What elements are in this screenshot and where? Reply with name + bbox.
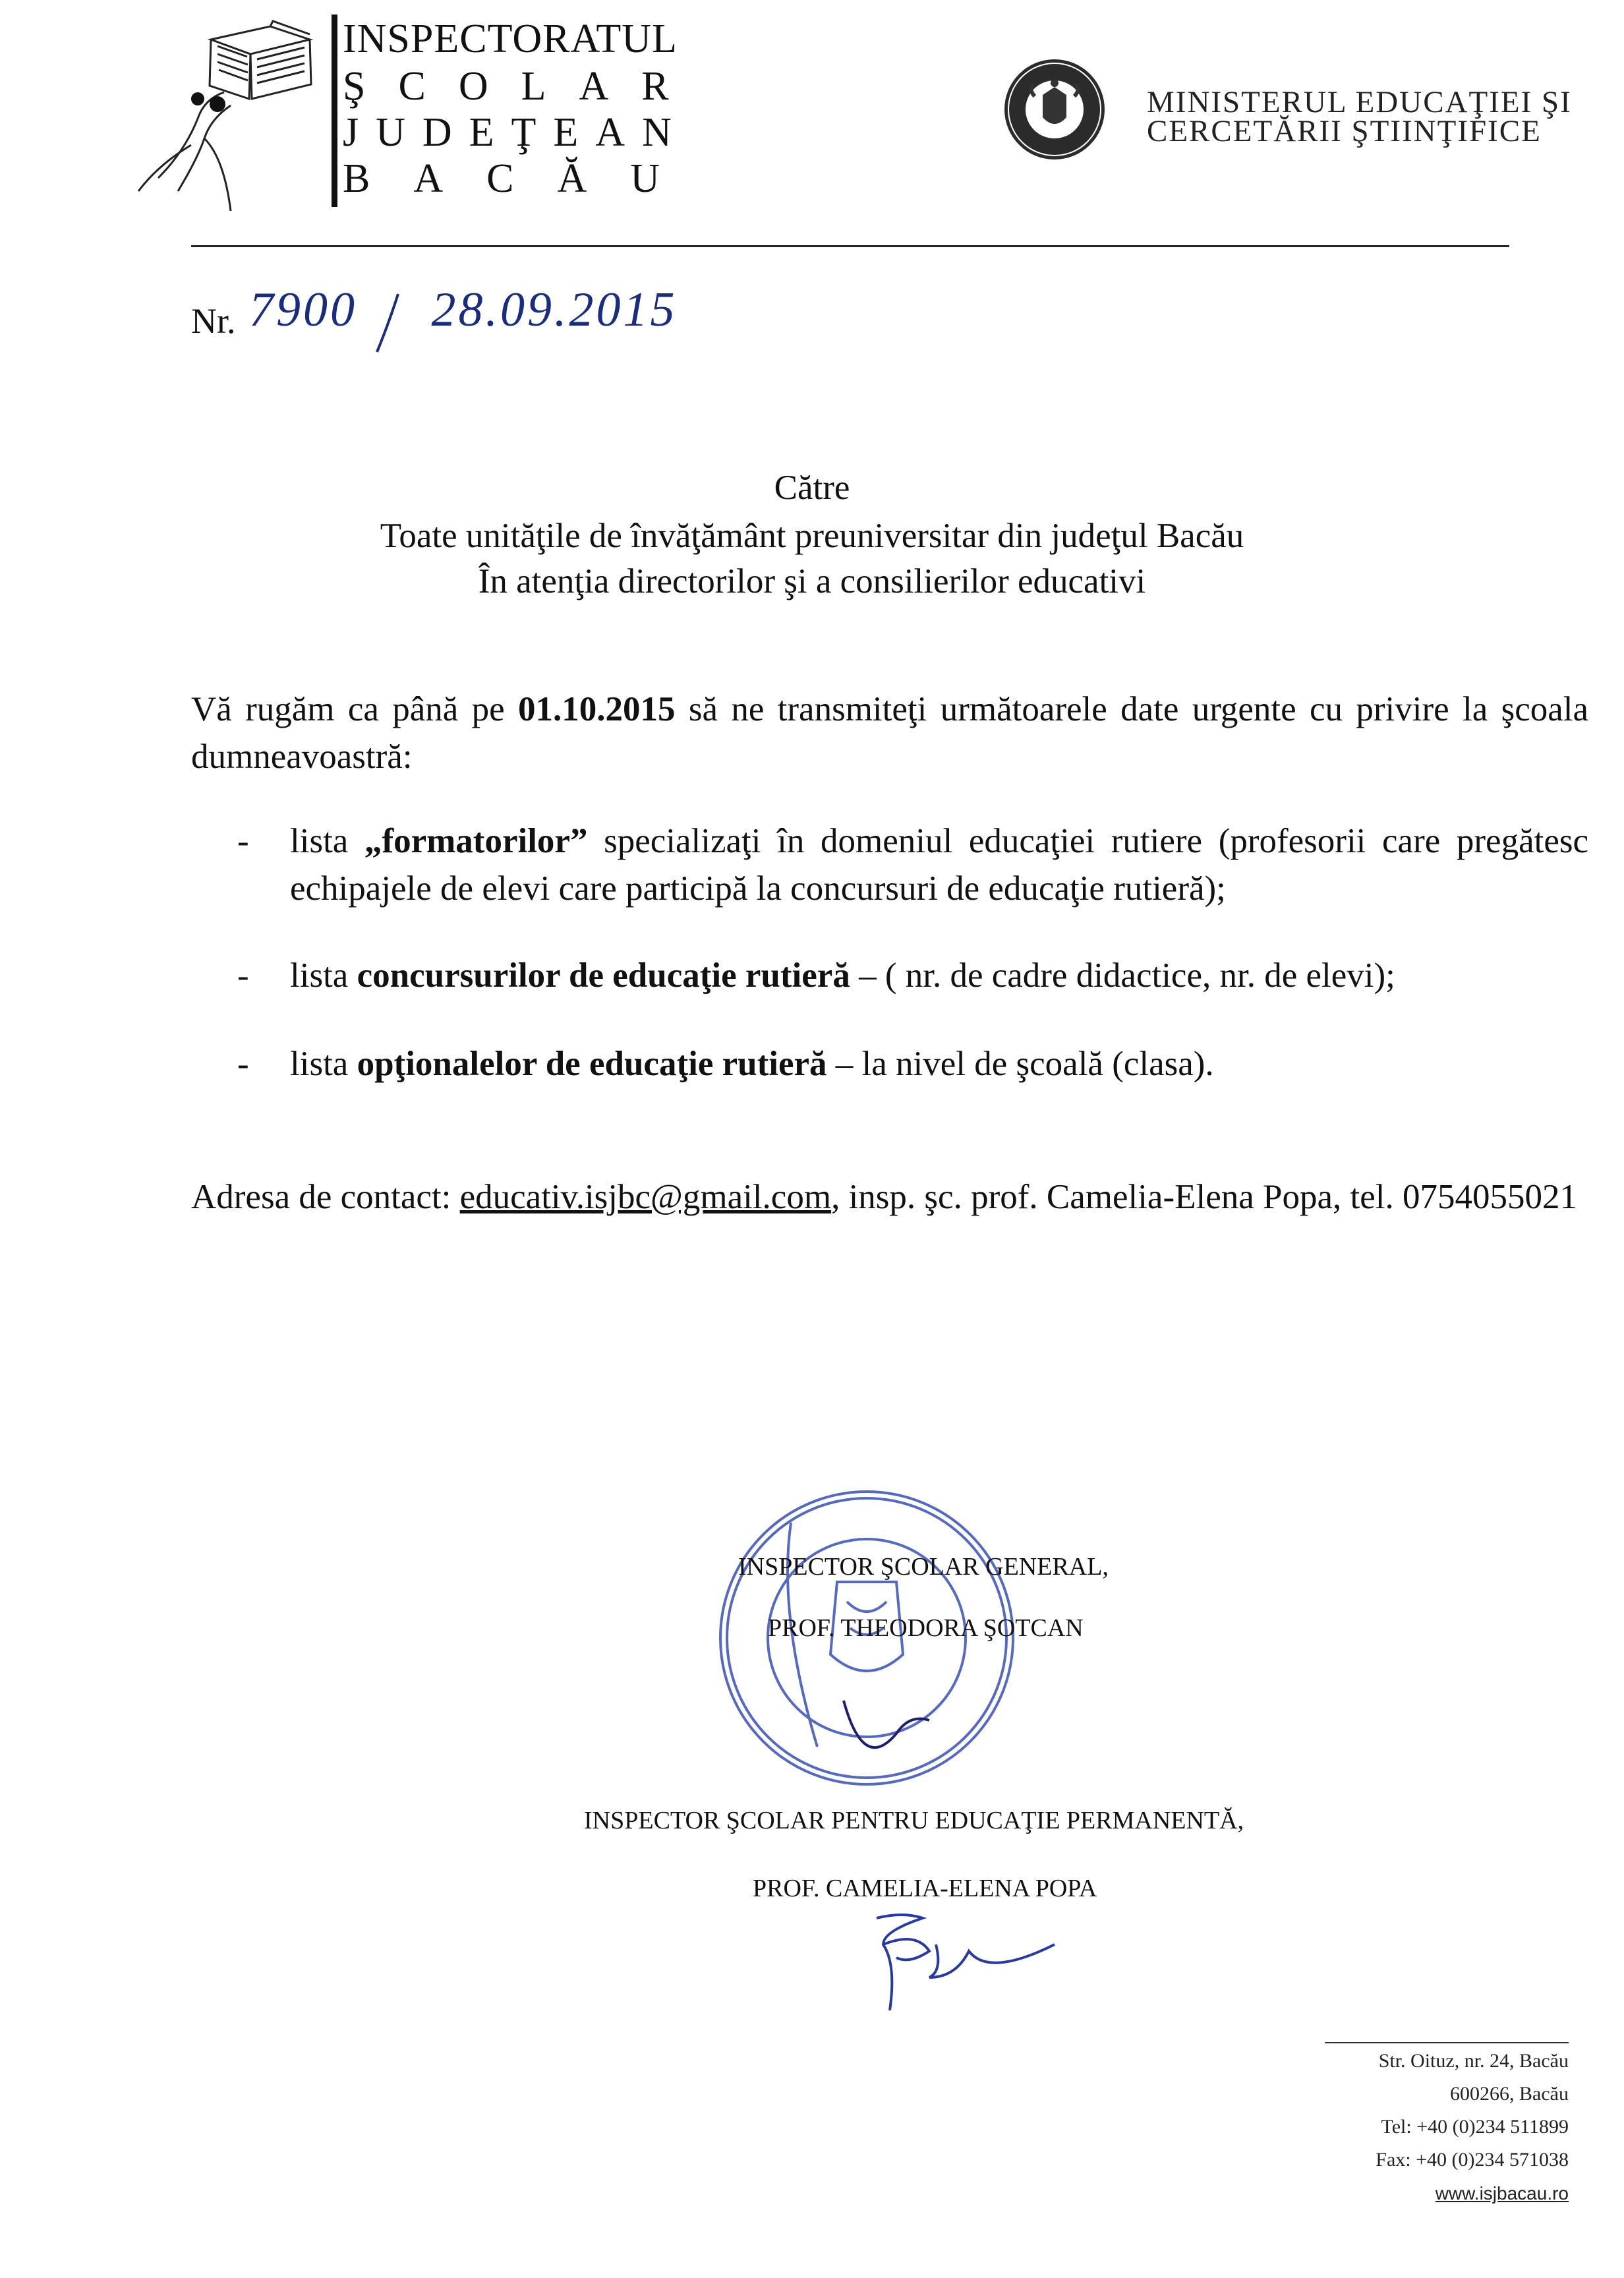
- intro-text-end: să ne transmiteţi următoarele date urgente cu privire la şcoala dumneavoastră:: [191, 690, 1588, 776]
- intro-text-start: Vă rugăm ca până pe: [191, 690, 518, 728]
- header-rule: [191, 245, 1509, 247]
- registration-number-value: 7900: [249, 283, 357, 337]
- contact-text-end: , insp. şc. prof. Camelia-Elena Popa, tel. 0754055021: [831, 1178, 1577, 1216]
- general-inspector-title: INSPECTOR ŞCOLAR GENERAL,: [738, 1553, 1109, 1581]
- permanent-education-inspector-title: INSPECTOR ŞCOLAR PENTRU EDUCAŢIE PERMANENTĂ,: [584, 1807, 1244, 1834]
- isj-name-line-1: INSPECTORATUL: [343, 16, 678, 61]
- bullet-item-formatori: [290, 817, 1588, 912]
- footer-fax: Fax: +40 (0)234 571038: [1376, 2149, 1569, 2171]
- ministry-name-line-2: CERCETĂRII ŞTIINŢIFICE: [1147, 114, 1542, 148]
- contact-text-start: Adresa de contact:: [191, 1178, 460, 1216]
- bullet-text: lista: [290, 1045, 357, 1083]
- ministry-name-line-1: MINISTERUL EDUCAŢIEI ŞI: [1147, 85, 1572, 119]
- bullet-bold-text: opţionalelor de educaţie rutieră: [357, 1045, 827, 1083]
- bullet-text: lista: [290, 956, 357, 995]
- bullet-bold-text: „formatorilor”: [364, 822, 588, 860]
- bullet-bold-text: concursurilor de educaţie rutieră: [357, 956, 850, 995]
- bullet-marker: -: [237, 822, 249, 860]
- registration-number-label: Nr.: [191, 301, 236, 341]
- bullet-item-concursuri: [290, 952, 1588, 999]
- bullet-marker: -: [237, 1045, 249, 1083]
- contact-paragraph: [191, 1173, 1588, 1221]
- permanent-education-inspector-name: PROF. CAMELIA-ELENA POPA: [753, 1875, 1097, 1902]
- isj-name-line-2: ŞCOLAR: [343, 64, 702, 109]
- addressee-line-2: Toate unităţile de învăţământ preuniversitar din judeţul Bacău: [380, 517, 1244, 555]
- footer-rule: [1325, 2042, 1569, 2043]
- government-seal-icon: [1002, 57, 1107, 162]
- handwritten-slash: [369, 290, 409, 356]
- deadline-date: 01.10.2015: [518, 690, 676, 728]
- handwritten-signature: [857, 1905, 1068, 2017]
- footer-postal: 600266, Bacău: [1450, 2083, 1569, 2105]
- bullet-text: – la nivel de şcoală (clasa).: [826, 1045, 1214, 1083]
- footer-street: Str. Oituz, nr. 24, Bacău: [1378, 2050, 1569, 2072]
- registration-date-value: 28.09.2015: [431, 283, 678, 337]
- bullet-marker: -: [237, 956, 249, 995]
- intro-paragraph: [191, 686, 1588, 780]
- bullet-text: specializaţi în domeniul educaţiei rutiere (profesorii care pregătesc echipajele de elevi care participă la concursuri de educaţie rutieră);: [290, 822, 1588, 908]
- header-divider-bar: [332, 15, 337, 207]
- bullet-text: lista: [290, 822, 364, 860]
- bullet-item-optionale: [290, 1040, 1588, 1088]
- isj-logo: [132, 13, 323, 211]
- footer-website-link[interactable]: www.isjbacau.ro: [1435, 2183, 1569, 2204]
- addressee-line-3: În atenţia directorilor şi a consilierilor educativi: [478, 562, 1146, 600]
- isj-name-line-3: JUDEŢEAN: [343, 110, 689, 155]
- general-inspector-name: PROF. THEODORA ŞOTCAN: [768, 1614, 1084, 1642]
- addressee-line-1: Către: [774, 469, 850, 507]
- footer-tel: Tel: +40 (0)234 511899: [1381, 2116, 1569, 2138]
- bullet-text: – ( nr. de cadre didactice, nr. de elevi);: [850, 956, 1395, 995]
- contact-email-link[interactable]: educativ.isjbc@gmail.com: [459, 1178, 832, 1216]
- isj-name-line-4: BACĂU: [343, 156, 704, 201]
- registration-number-handwritten: [249, 282, 678, 338]
